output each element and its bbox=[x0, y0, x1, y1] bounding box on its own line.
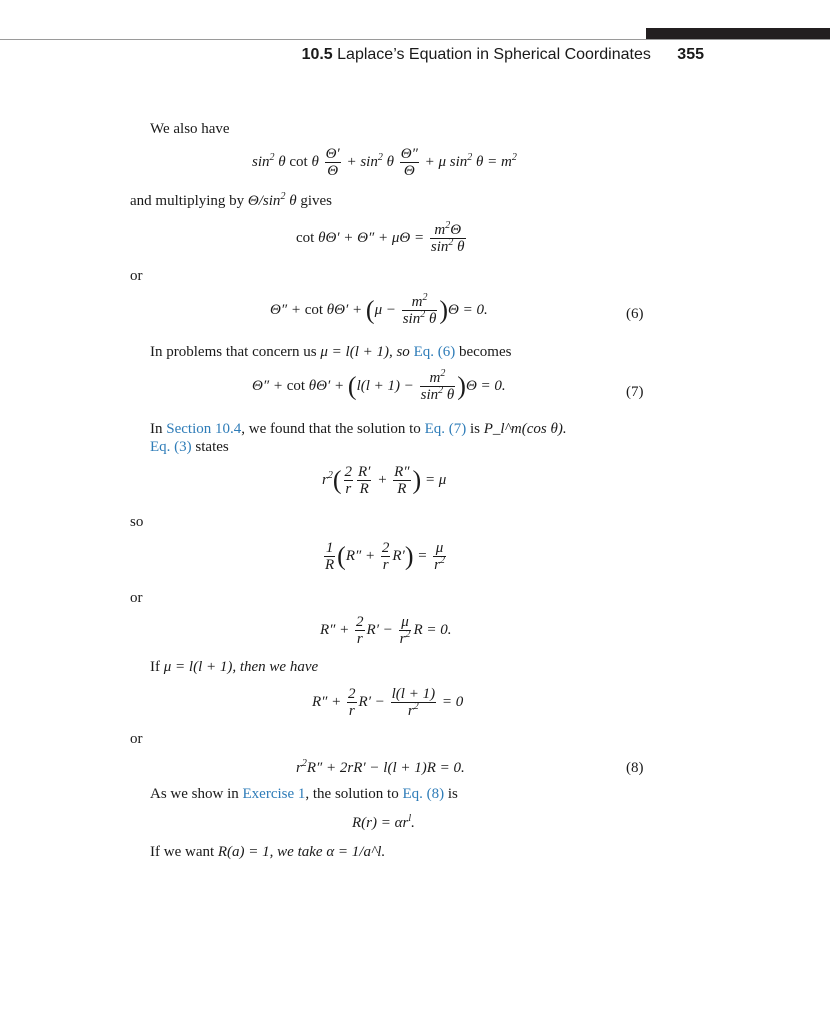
link-eq-6[interactable]: Eq. (6) bbox=[413, 344, 456, 360]
paragraph-2: and multiplying by $\Theta/\sin^2$ θ gives bbox=[130, 191, 332, 209]
paragraph-7: As we show in Exercise 1, the solution to Eq. (8) is bbox=[150, 786, 458, 802]
equation-6: Θ″ + cot θΘ′ + (μ − $\frac{m^2}{\sin^2 \theta}$ )Θ = 0. bbox=[270, 292, 488, 327]
header-rule bbox=[0, 39, 830, 40]
equation-b: cot θΘ′ + Θ″ + μΘ = $\frac{m^2\Theta}{\sin^2 \theta}$ bbox=[296, 220, 465, 255]
link-eq-8[interactable]: Eq. (8) bbox=[402, 786, 445, 802]
link-section-10-4[interactable]: Section 10.4 bbox=[166, 421, 242, 437]
section-number: 10.5 bbox=[301, 46, 333, 63]
paragraph-4: In Section 10.4, we found that the solution to Eq. (7) is P_l^m(cos θ). bbox=[150, 421, 567, 437]
equation-number-7: (7) bbox=[626, 384, 644, 400]
paragraph-1: We also have bbox=[150, 121, 230, 137]
paragraph-5: Eq. (3) states bbox=[150, 439, 229, 455]
section-title: Laplace’s Equation in Spherical Coordinates bbox=[337, 46, 651, 63]
link-eq-7[interactable]: Eq. (7) bbox=[424, 421, 467, 437]
equation-a: $\sin^2 \theta$ cot θ $\frac{\Theta'}{\Theta}$ + $\sin^2 \theta$ $\frac{\Theta''}{\Theta}$ + μ $\sin^2 \theta = m^2$ bbox=[252, 146, 517, 179]
equation-g: $R(r) = \alpha r^l$. bbox=[352, 813, 415, 831]
or-1: or bbox=[130, 268, 143, 284]
so: so bbox=[130, 514, 144, 530]
equation-number-6: (6) bbox=[626, 306, 644, 322]
or-2: or bbox=[130, 590, 143, 606]
equation-number-8: (8) bbox=[626, 760, 644, 776]
or-3: or bbox=[130, 731, 143, 747]
equation-8: $r^2R'' + 2rR' - l(l + 1)R = 0$. bbox=[296, 758, 465, 776]
running-header bbox=[0, 46, 704, 64]
paragraph-3: In problems that concern us μ = l(l + 1), so Eq. (6) becomes bbox=[150, 344, 512, 360]
equation-c: $r^2$( $\frac{2}{r}$ $\frac{R'}{R}$ + $\frac{R''}{R}$ ) = μ bbox=[322, 464, 447, 497]
paragraph-8: If we want R(a) = 1, we take α = 1/a^l. bbox=[150, 844, 386, 860]
link-exercise-1[interactable]: Exercise 1 bbox=[242, 786, 306, 802]
equation-f: R″ + $\frac{2}{r}$ R′ − $\frac{l(l + 1)}{r^2}$ = 0 bbox=[312, 686, 464, 719]
paragraph-6: If μ = l(l + 1), then we have bbox=[150, 659, 319, 675]
link-eq-3[interactable]: Eq. (3) bbox=[150, 439, 192, 455]
equation-7: Θ″ + cot θΘ′ + (l(l + 1) − $\frac{m^2}{\sin^2 \theta}$ )Θ = 0. bbox=[252, 368, 506, 403]
page-number: 355 bbox=[677, 46, 704, 63]
equation-d: $\frac{1}{R}$ (R″ + $\frac{2}{r}$ R′) = $\frac{\mu}{r^2}$ bbox=[325, 540, 445, 573]
equation-e: R″ + $\frac{2}{r}$ R′ − $\frac{\mu}{r^2}$ R = 0. bbox=[320, 614, 452, 647]
